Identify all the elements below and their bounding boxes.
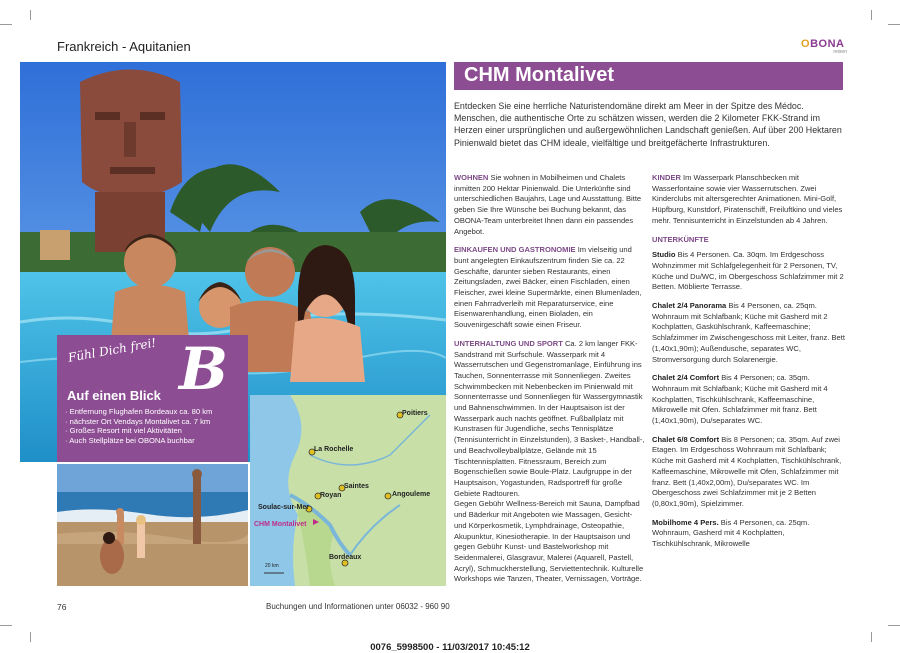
keyword-einkaufen: EINKAUFEN UND GASTRONOMIE bbox=[454, 245, 576, 255]
accommodation-item bbox=[652, 435, 845, 510]
crop-mark bbox=[871, 632, 872, 642]
slogan: Fühl Dich frei! bbox=[67, 335, 158, 365]
text-column-2 bbox=[652, 173, 845, 558]
section-title: Frankreich - Aquitanien bbox=[57, 39, 191, 54]
title-bar bbox=[454, 62, 843, 90]
section-unterhaltung-2: Gegen Gebühr Wellness-Bereich mit Sauna, Dampfbad und Bäderkur mit Angeboten wie Massagen, Gesicht- und Körperkosmetik, Lymphdrainage, Osteopathie, Akupunktur, Kinesiotherapie. In der Hauptsaison und gegen Gebühr Kunst- und Bastelworkshop mit Seidenmalerei, Glasgravur, Malerei (Aquarell, Pastell, Acryl), Schmuckherstellung, Serviettentechnik. Kulturelle Workshops wie Tanzen, Theater, Vernissagen, Vorträge. bbox=[454, 499, 644, 584]
accommodation-text: Bis 4 Personen; ca. 35qm. Wohnraum mit Schlafbank; Küche mit Gasherd mit 4 Kochplatten, Tischkühlschrank, Kaffeemaschine, Mikrowelle mit Ofen. Schlafzimmer mit franz. Bett (1,40x1,90m), Du/separates WC. bbox=[652, 373, 828, 426]
map-label-soulac: Soulac-sur-Mer bbox=[258, 504, 309, 511]
keyword-wohnen: WOHNEN bbox=[454, 173, 489, 182]
crop-mark bbox=[871, 10, 872, 20]
logo-text: OBONA bbox=[801, 38, 845, 50]
big-letter-logo: B bbox=[179, 335, 229, 403]
keyword-kinder: KINDER bbox=[652, 173, 681, 182]
list-item: · nächster Ort Vendays Montalivet ca. 7 km bbox=[65, 417, 212, 427]
beach-photo bbox=[57, 464, 248, 586]
list-item: · Auch Stellplätze bei OBONA buchbar bbox=[65, 436, 212, 446]
accommodation-heading: UNTERKÜNFTE bbox=[652, 234, 709, 244]
accommodation-name: Chalet 6/8 Comfort bbox=[652, 434, 720, 444]
accommodation-name: Mobilhome 4 Pers. bbox=[652, 517, 719, 527]
map-label-angouleme: Angouleme bbox=[392, 491, 431, 498]
section-einkaufen bbox=[454, 245, 645, 331]
text-einkaufen: Im vielseitig und bunt angelegten Einkaufszentrum finden Sie ca. 22 Geschäfte, darunter sieben Restaurants, einen Zeitungsladen, zwei Bäcker, einen Fischladen, einen Fleischer, zwei kleine Supermärkte, einen Blumenladen, einen Fahrradverleih mit Reparaturservice, eine Eisenwarenhandlung, einen Bioladen, ein Souvenirgeschäft sowie einen Friseur. bbox=[454, 245, 642, 330]
accommodation-name: Chalet 2/4 Panorama bbox=[652, 301, 727, 311]
crop-mark bbox=[30, 632, 31, 642]
intro-text: Entdecken Sie eine herrliche Naturistendomäne direkt am Meer in der Spitze des Médoc. Menschen, die authentische Orte zu schätzen wissen, werden die 2 Kilometer FKK-Strand im Herzen einer ursprünglichen und außergewöhnlichen Landschaft genießen. Auf über 200 Hektaren Pinienwald bietet das CHM ideale, vielfältige und breitgefächerte Infrastrukturen. bbox=[454, 101, 842, 148]
section-wohnen bbox=[454, 173, 645, 237]
accommodation-text: Bis 8 Personen; ca. 35qm. Auf zwei Etagen. Im Erdgeschoss Wohnraum mit Schlafbank; Küche mit Gasherd mit 4 Kochplatten, Tischkühlschrank, Kaffeemaschine, Mikrowelle mit Ofen, Schlafzimmer mit franz. Bett (1,40x2,00m), Du/separates WC. Im Obergeschoss zwei Schlafzimmer mit je 2 Betten (0,80x1,90m), Spielzimmer. bbox=[652, 434, 842, 508]
page-number: 76 bbox=[57, 602, 67, 612]
region-map bbox=[250, 395, 446, 586]
list-item: · Großes Resort mit viel Aktivitäten bbox=[65, 426, 212, 436]
section-kinder bbox=[652, 173, 845, 227]
crop-mark bbox=[30, 10, 31, 20]
accommodation-name: Chalet 2/4 Comfort bbox=[652, 373, 720, 383]
page-title: CHM Montalivet bbox=[464, 64, 614, 86]
text-unterhaltung: Ca. 2 km langer FKK-Sandstrand mit Surfschule. Wasserpark mit 4 Wasserrutschen und Gegenstromanlage, Einführung ins Tauchen, Sonnenterrasse mit Sonnenliegen. Zweites Schwimmbecken mit Nebenbecken im Pinienwald mit Sonnenterrasse und Sonnenliegen für Wassergymnastik und Bahnenschwimmen. In der Hauptsaison ist der Wasserpark auch nachts geöffnet. Fußballplatz mit Kunstrasen für Jugendliche, sechs Tennisplätze (Tennisunterricht in Einzelstunden), 3 Basket-, Handball-, und Beachvolleyballplätze, Gelände mit 15 Tischtennisplatten. Fitnessraum, Bereich zum Bogenschießen sowie Boule-Platz. Laufgruppe in der Hauptsaison, Yogastunden, Radsportreff für große Gebiete Radtouren. bbox=[454, 338, 645, 498]
accommodation-text: Bis 4 Personen. Ca. 30qm. Im Erdgeschoss Wohnzimmer mit Schlafgelegenheit für 2 Personen, TV, Küche und Du/WC, im Obergeschoss Schlafzimmer mit 2 Betten. Möblierte Terrasse. bbox=[652, 250, 844, 292]
feature-heading: Auf einen Blick bbox=[67, 388, 161, 403]
beach-illustration bbox=[57, 464, 248, 586]
text-wohnen: Sie wohnen in Mobilheimen und Chalets inmitten 200 Hektar Pinienwald. Die Unterkünfte sind unterschiedlichen Baujahrs, Lage und Ausstattung. Bitte geben Sie Ihre Wünsche bei Buchung bekannt, das OBONA-Team unterbreitet Ihnen dann ein passendes Angebot. bbox=[454, 173, 642, 236]
map-label-chm-montalivet: CHM Montalivet bbox=[254, 521, 307, 528]
accommodation-text: Bis 4 Personen, ca. 25qm. Wohnraum mit Schlafbank; Küche mit Gasherd mit 2 Kochplatten, Gaskühlschrank, Kaffeemaschine; Schlafzimmer im Zwischengeschoss mit Leiter, franz. Bett (1,40x1,90m); Außendusche, separates WC, Stromversorgung durch Solarenergie. bbox=[652, 301, 845, 364]
map-label-royan: Royan bbox=[320, 492, 342, 499]
booking-info: Buchungen und Informationen unter 06032 - 960 90 bbox=[266, 602, 450, 611]
logo-subtext: reisen bbox=[833, 49, 847, 55]
obona-logo bbox=[801, 38, 847, 60]
accommodation-item bbox=[652, 373, 845, 427]
text-column-1 bbox=[454, 173, 645, 593]
feature-box bbox=[57, 335, 248, 462]
crop-mark bbox=[888, 24, 900, 25]
accommodation-item bbox=[652, 301, 845, 365]
map-label-saintes: Saintes bbox=[344, 483, 369, 490]
section-unterhaltung bbox=[454, 339, 645, 500]
text-kinder: Im Wasserpark Planschbecken mit Wasserfontaine sowie vier Wasserrutschen. Zwei Kinderclubs mit altersgerechter Animationen. Mini-Golf, Hüpfburg, Kunstdorf, Piratenschiff, Freiluftkino und vieles mehr. Tennisunterricht in Einzelstunden ab 4 Jahren. bbox=[652, 173, 843, 225]
map-label-poitiers: Poitiers bbox=[402, 410, 428, 417]
keyword-unterhaltung: UNTERHALTUNG UND SPORT bbox=[454, 338, 563, 348]
crop-mark bbox=[0, 24, 12, 25]
map-label-bordeaux: Bordeaux bbox=[329, 554, 362, 561]
print-slug: 0076_5998500 - 11/03/2017 10:45:12 bbox=[370, 642, 530, 653]
accommodation-name: Studio bbox=[652, 250, 676, 260]
accommodation-item bbox=[652, 250, 845, 293]
accommodation-item bbox=[652, 518, 845, 550]
list-item: · Entfernung Flughafen Bordeaux ca. 80 km bbox=[65, 407, 212, 417]
accommodation-text: Bis 4 Personen, ca. 25qm. Wohnraum, Gasherd mit 4 Kochplatten, Tischkühlschrank, Mikrowelle bbox=[652, 517, 810, 549]
map-scale: 20 km bbox=[265, 563, 279, 569]
crop-mark bbox=[888, 625, 900, 626]
feature-list bbox=[65, 407, 212, 445]
map-label-la-rochelle: La Rochelle bbox=[314, 446, 354, 453]
crop-mark bbox=[0, 625, 12, 626]
